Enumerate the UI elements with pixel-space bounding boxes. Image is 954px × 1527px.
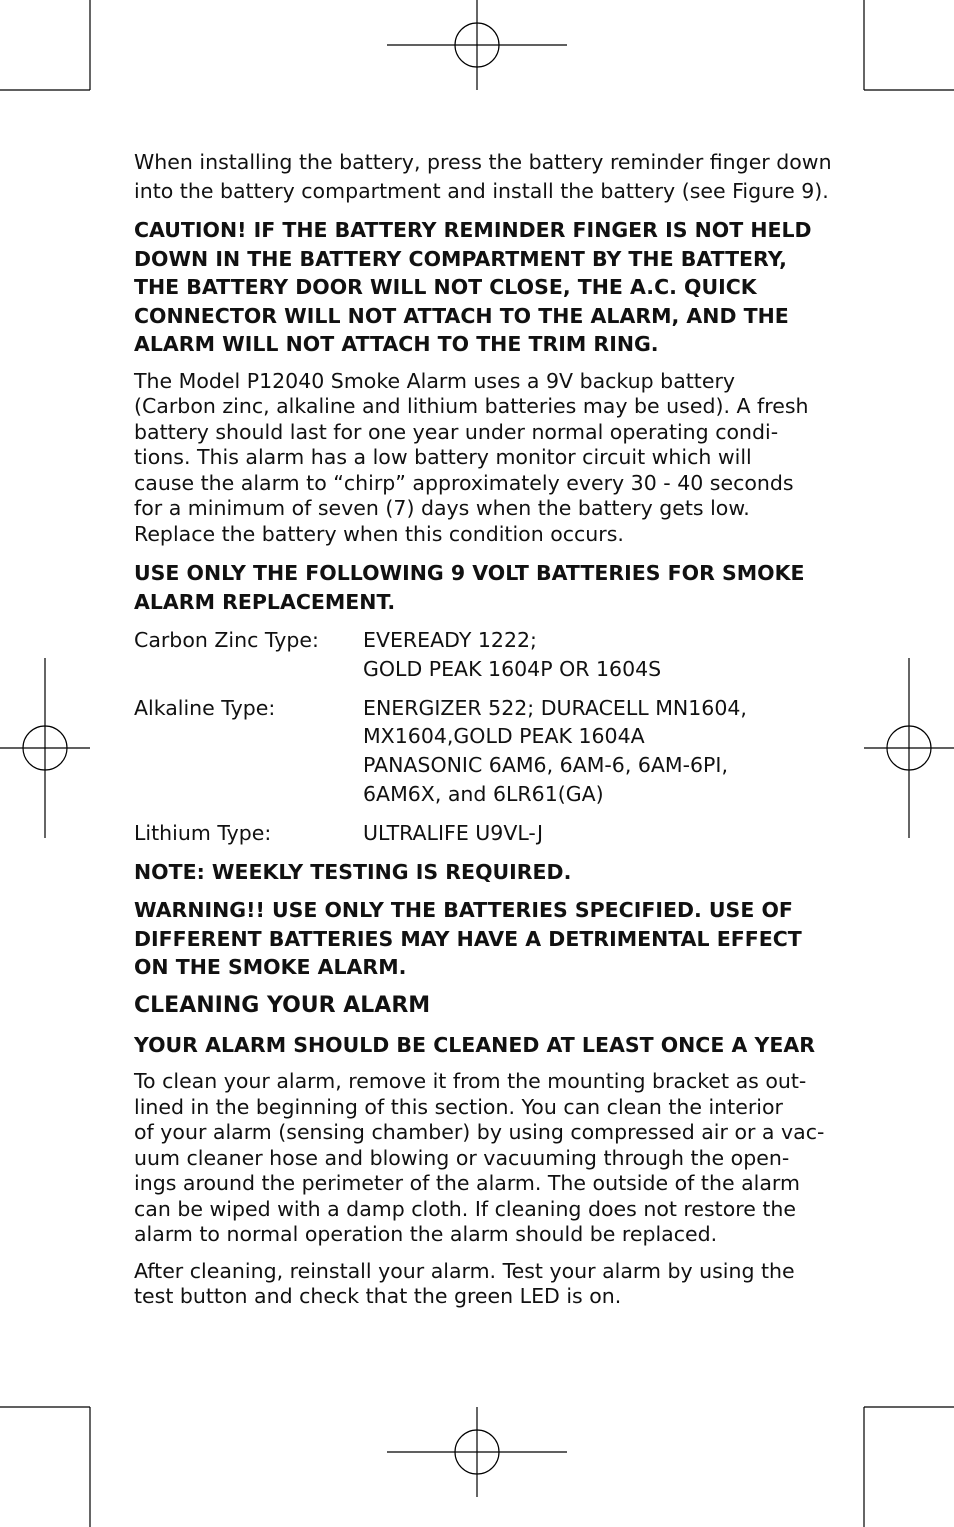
battery-type-row	[134, 694, 834, 809]
cleaning-line: ings around the perimeter of the alarm. The outside of the alarm	[134, 1171, 800, 1196]
battery-info-line: The Model P12040 Smoke Alarm uses a 9V backup battery	[134, 368, 736, 393]
cleaning-line: alarm to normal operation the alarm should be replaced.	[134, 1222, 718, 1247]
caution-line: CAUTION! IF THE BATTERY REMINDER FINGER IS NOT HELD	[134, 218, 812, 242]
battery-model-line: ENERGIZER 522; DURACELL MN1604,	[363, 695, 747, 720]
battery-install-paragraph: When installing the battery, press the battery reminder finger down into the battery compartment and install the battery (see Figure 9).	[134, 150, 832, 203]
cleaning-line: lined in the beginning of this section. You can clean the interior	[134, 1094, 783, 1119]
after-cleaning-paragraph	[134, 1259, 834, 1310]
use-only-line: USE ONLY THE FOLLOWING 9 VOLT BATTERIES FOR SMOKE	[134, 561, 805, 585]
caution-line: THE BATTERY DOOR WILL NOT CLOSE, THE A.C. QUICK	[134, 275, 757, 299]
cleaning-line: uum cleaner hose and blowing or vacuuming through the open-	[134, 1145, 790, 1170]
battery-info-line: for a minimum of seven (7) days when the battery gets low.	[134, 496, 750, 520]
cleaning-line: of your alarm (sensing chamber) by using compressed air or a vac-	[134, 1120, 825, 1145]
cleaning-line: To clean your alarm, remove it from the mounting bracket as out-	[134, 1069, 807, 1094]
battery-type-label: Lithium Type:	[134, 820, 272, 845]
caution-line: DOWN IN THE BATTERY COMPARTMENT BY THE BATTERY,	[134, 246, 787, 271]
manual-page-content	[134, 148, 834, 1310]
caution-block	[134, 216, 834, 359]
weekly-testing-note: NOTE: WEEKLY TESTING IS REQUIRED.	[134, 859, 572, 884]
cleaning-subheading: YOUR ALARM SHOULD BE CLEANED AT LEAST ONCE A YEAR	[134, 1032, 815, 1057]
battery-info-line: Replace the battery when this condition occurs.	[134, 521, 624, 546]
warning-line: WARNING!! USE ONLY THE BATTERIES SPECIFIED. USE OF	[134, 898, 793, 923]
battery-info-line: cause the alarm to “chirp” approximately every 30 - 40 seconds	[134, 470, 794, 495]
battery-types-list	[134, 626, 834, 848]
battery-info-line: battery should last for one year under normal operating condi-	[134, 419, 779, 444]
battery-type-label: Alkaline Type:	[134, 695, 276, 720]
warning-line: ON THE SMOKE ALARM.	[134, 955, 407, 980]
warning-block	[134, 896, 834, 982]
cleaning-heading: CLEANING YOUR ALARM	[134, 992, 431, 1018]
caution-line: ALARM WILL NOT ATTACH TO THE TRIM RING.	[134, 332, 659, 356]
caution-line: CONNECTOR WILL NOT ATTACH TO THE ALARM, AND THE	[134, 303, 789, 328]
after-cleaning-line: After cleaning, reinstall your alarm. Test your alarm by using the	[134, 1258, 795, 1283]
battery-info-line: tions. This alarm has a low battery monitor circuit which will	[134, 445, 752, 469]
battery-info-paragraph	[134, 369, 834, 548]
battery-type-row	[134, 626, 834, 684]
battery-model-line: EVEREADY 1222;	[363, 628, 537, 652]
after-cleaning-line: test button and check that the green LED is on.	[134, 1284, 622, 1309]
battery-model-line: GOLD PEAK 1604P OR 1604S	[363, 656, 662, 681]
battery-model-line: 6AM6X, and 6LR61(GA)	[363, 781, 604, 806]
battery-type-row	[134, 819, 834, 848]
cleaning-paragraph	[134, 1069, 834, 1248]
battery-model-line: MX1604,GOLD PEAK 1604A	[363, 724, 645, 749]
battery-type-label: Carbon Zinc Type:	[134, 628, 319, 652]
warning-line: DIFFERENT BATTERIES MAY HAVE A DETRIMENTAL EFFECT	[134, 926, 802, 951]
cleaning-line: can be wiped with a damp cloth. If cleaning does not restore the	[134, 1196, 797, 1221]
battery-model-line: PANASONIC 6AM6, 6AM-6, 6AM-6PI,	[363, 753, 728, 778]
use-only-heading	[134, 559, 834, 616]
battery-model-line: ULTRALIFE U9VL-J	[363, 820, 544, 845]
use-only-line: ALARM REPLACEMENT.	[134, 589, 396, 614]
battery-info-line: (Carbon zinc, alkaline and lithium batteries may be used). A fresh	[134, 394, 809, 418]
